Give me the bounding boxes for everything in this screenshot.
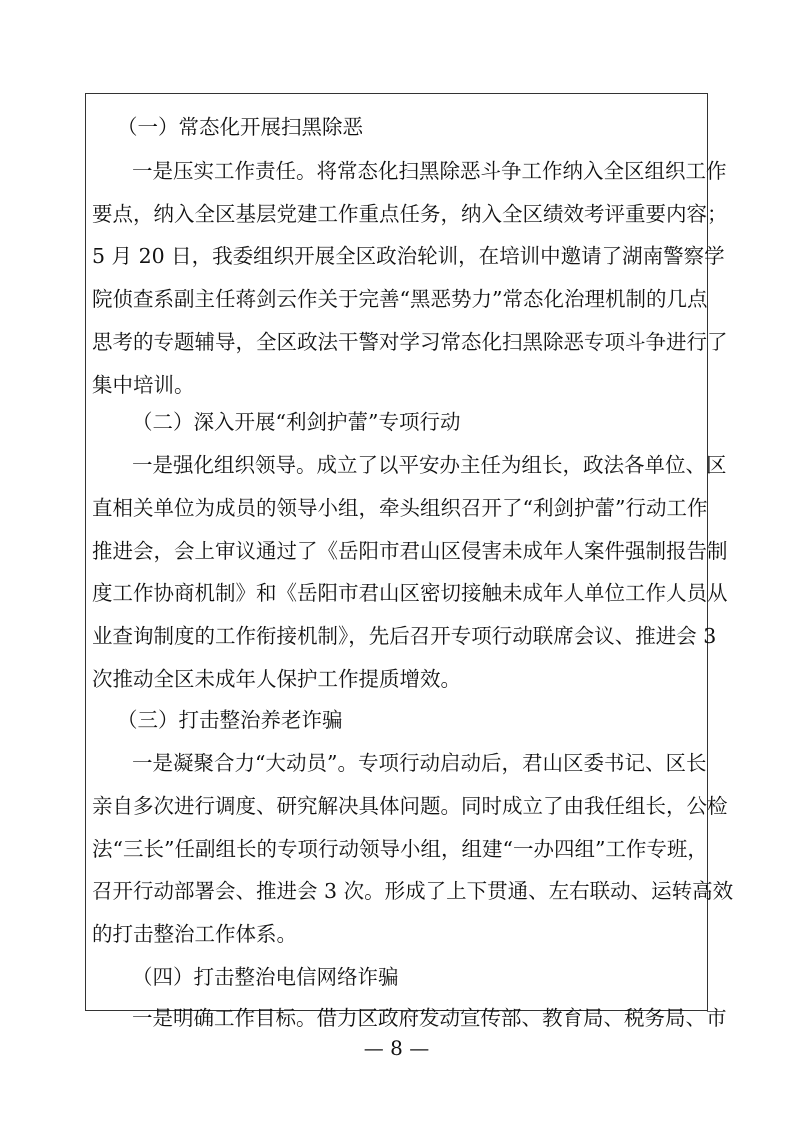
section-heading-2: （二）深入开展“利剑护蕾”专项行动 — [132, 410, 461, 434]
bordered-text-frame — [85, 93, 734, 1030]
paragraph-2-line-6: 次推动全区未成年人保护工作提质增效。 — [92, 667, 461, 691]
paragraph-1-line-2: 要点，纳入全区基层党建工作重点任务，纳入全区绩效考评重要内容； — [92, 202, 728, 226]
paragraph-3-line-5: 的打击整治工作体系。 — [92, 922, 297, 946]
paragraph-1-line-1: 一是压实工作责任。将常态化扫黑除恶斗争工作纳入全区组织工作 — [132, 159, 727, 183]
paragraph-2-line-4: 度工作协商机制》和《岳阳市君山区密切接触未成年人单位工作人员从 — [92, 581, 728, 605]
paragraph-1-line-6: 集中培训。 — [92, 373, 195, 397]
paragraph-3-line-3: 法“三长”任副组长的专项行动领导小组，组建“一办四组”工作专班， — [92, 837, 708, 861]
paragraph-2-line-3: 推进会，会上审议通过了《岳阳市君山区侵害未成年人案件强制报告制 — [92, 539, 728, 563]
section-heading-1: （一）常态化开展扫黑除恶 — [117, 115, 363, 139]
paragraph-3-line-4: 召开行动部署会、推进会 3 次。形成了上下贯通、左右联动、运转高效 — [92, 879, 734, 903]
paragraph-3-line-1: 一是凝聚合力“大动员”。专项行动启动后，君山区委书记、区长 — [132, 751, 707, 775]
paragraph-1-line-5: 思考的专题辅导，全区政法干警对学习常态化扫黑除恶专项斗争进行了 — [92, 330, 728, 354]
paragraph-2-line-1: 一是强化组织领导。成立了以平安办主任为组长，政法各单位、区 — [132, 453, 727, 477]
paragraph-4-line-1: 一是明确工作目标。借力区政府发动宣传部、教育局、税务局、市 — [132, 1006, 727, 1030]
paragraph-1-line-4: 院侦查系副主任蒋剑云作关于完善“黑恶势力”常态化治理机制的几点 — [92, 287, 708, 311]
section-heading-4: （四）打击整治电信网络诈骗 — [132, 965, 399, 989]
paragraph-3-line-2: 亲自多次进行调度、研究解决具体问题。同时成立了由我任组长，公检 — [92, 794, 728, 818]
paragraph-1-line-3: 5 月 20 日，我委组织开展全区政治轮训，在培训中邀请了湖南警察学 — [92, 244, 725, 268]
paragraph-2-line-2: 直相关单位为成员的领导小组，牵头组织召开了“利剑护蕾”行动工作 — [92, 496, 708, 520]
section-heading-3: （三）打击整治养老诈骗 — [117, 708, 343, 732]
paragraph-2-line-5: 业查询制度的工作衔接机制》，先后召开专项行动联席会议、推进会 3 — [92, 624, 717, 648]
page-number: — 8 — — [363, 1036, 430, 1060]
